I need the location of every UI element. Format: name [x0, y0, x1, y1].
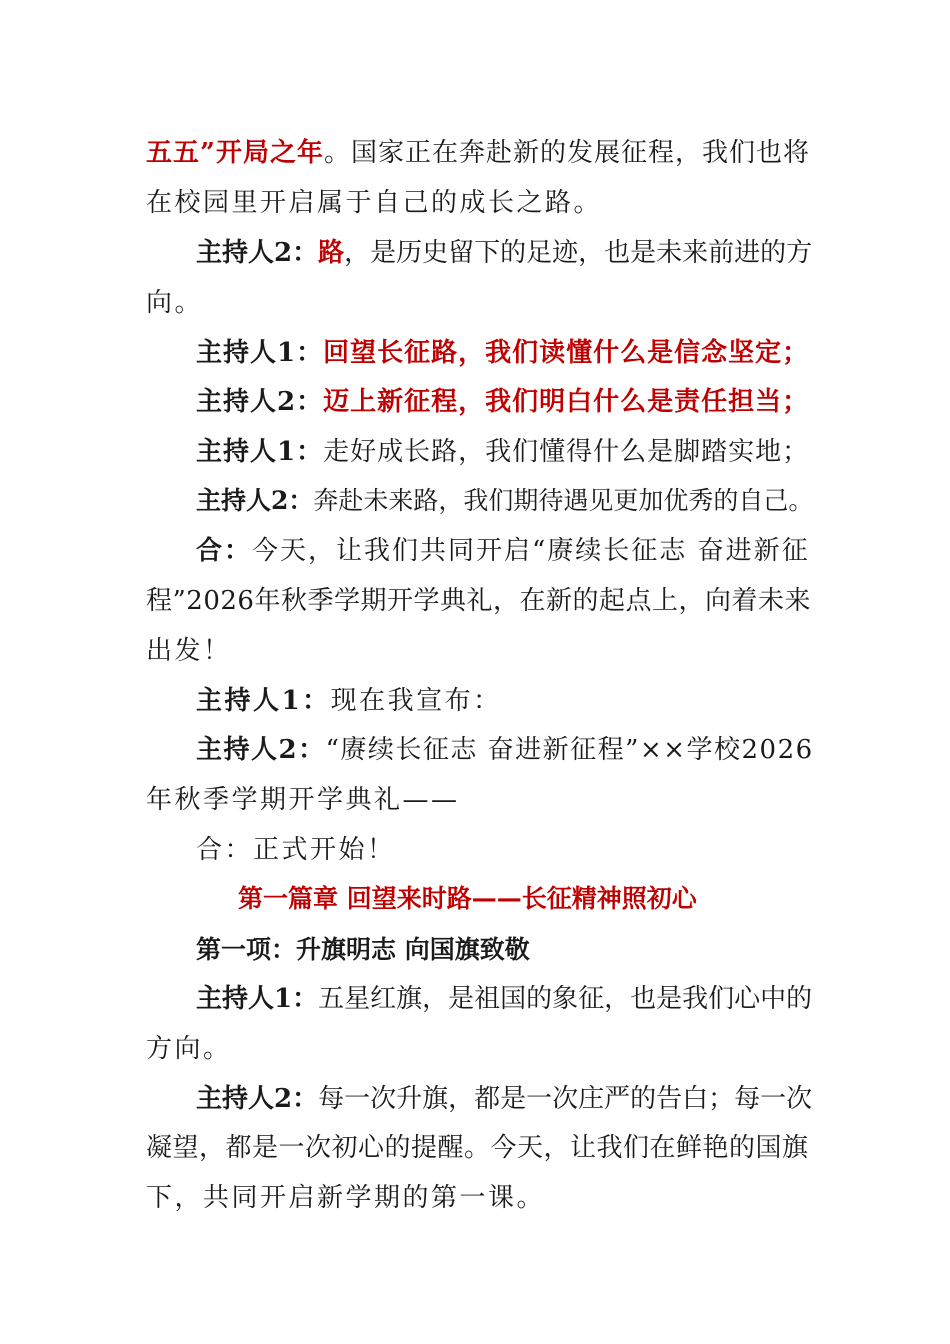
body-text: 现在我宣布：	[330, 686, 502, 716]
section-heading: 第一项：升旗明志 向国旗致敬	[196, 935, 530, 964]
emphasis-text: 五五”开局之年	[146, 138, 324, 168]
body-text: 今天，让我们共同开启“赓续长征志 奋进新征	[252, 536, 810, 566]
speaker-label: 主持人1：	[196, 686, 331, 716]
paragraph-line: 年秋季学期开学典礼——	[146, 785, 460, 815]
body-text: “赓续长征志 奋进新征程”××学校2026	[325, 735, 814, 765]
body-text: 走好成长路，我们懂得什么是脚踏实地；	[323, 437, 810, 467]
paragraph-line: 合：正式开始！	[196, 835, 396, 865]
paragraph-line	[146, 138, 810, 168]
chapter-heading: 第一篇章 回望来时路——长征精神照初心	[238, 884, 697, 913]
emphasis-text: 迈上新征程，我们明白什么是责任担当；	[323, 387, 810, 417]
body-text: 。国家正在奔赴新的发展征程，我们也将	[323, 138, 810, 168]
speaker-label: 主持人1：	[196, 984, 319, 1014]
body-text: 五星红旗，是祖国的象征，也是我们心中的	[318, 984, 813, 1014]
speaker-label: 主持人2：	[196, 238, 319, 268]
paragraph-line: 凝望，都是一次初心的提醒。今天，让我们在鲜艳的国旗	[146, 1133, 809, 1163]
body-text: ，是历史留下的足迹，也是未来前进的方	[344, 238, 813, 268]
speaker-label: 主持人1：	[196, 437, 324, 467]
paragraph-line	[196, 686, 502, 716]
speaker-label: 主持人2：	[196, 486, 314, 515]
paragraph-line: 出发！	[146, 636, 232, 666]
paragraph-line	[196, 486, 813, 516]
paragraph-line	[196, 1084, 812, 1114]
paragraph-line	[196, 238, 812, 268]
body-text: 奔赴未来路，我们期待遇见更加优秀的自己。	[313, 486, 814, 515]
speaker-label: 主持人2：	[196, 735, 326, 765]
paragraph-line: 下，共同开启新学期的第一课。	[146, 1183, 546, 1213]
paragraph-line: 向。	[146, 288, 204, 318]
body-text: 每一次升旗，都是一次庄严的告白；每一次	[318, 1084, 813, 1114]
paragraph-line	[196, 984, 812, 1014]
paragraph-line	[196, 536, 810, 566]
speaker-label: 主持人2：	[196, 387, 324, 417]
emphasis-text: 路	[318, 238, 345, 268]
emphasis-text: 回望长征路，我们读懂什么是信念坚定；	[323, 338, 810, 368]
paragraph-line	[196, 338, 809, 368]
paragraph-line: 程”2026年秋季学期开学典礼，在新的起点上，向着未来	[146, 586, 811, 616]
speaker-label: 主持人1：	[196, 338, 324, 368]
paragraph-line	[196, 387, 809, 417]
paragraph-line	[196, 735, 814, 765]
paragraph-line: 在校园里开启属于自己的成长之路。	[146, 188, 603, 218]
paragraph-line: 方向。	[146, 1034, 232, 1064]
speaker-label: 合：	[196, 536, 253, 566]
speaker-label: 主持人2：	[196, 1084, 319, 1114]
paragraph-line	[196, 437, 809, 467]
